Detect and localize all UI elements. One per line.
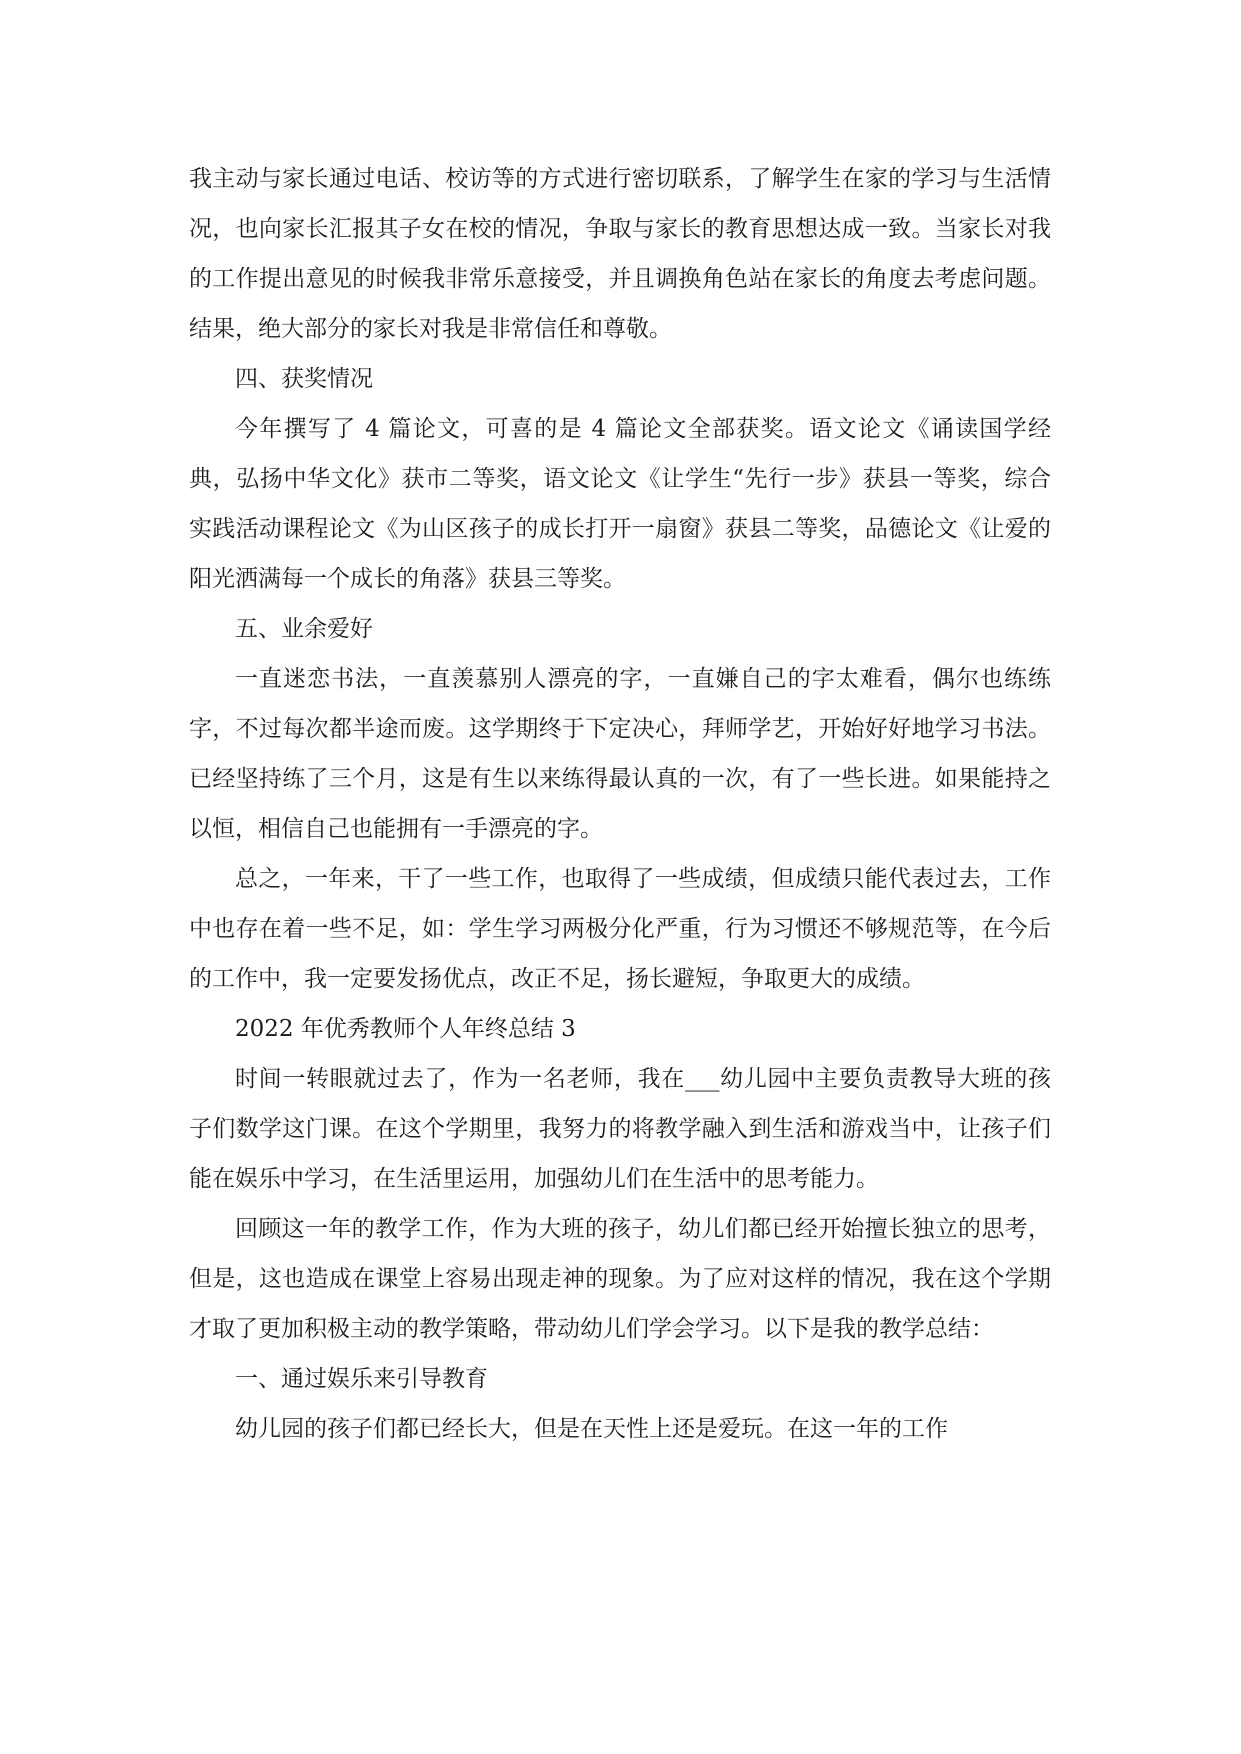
paragraph-intro: 时间一转眼就过去了，作为一名老师，我在___幼儿园中主要负责教导大班的孩子们数学这门课。在这个学期里，我努力的将教学融入到生活和游戏当中，让孩子们能在娱乐中学习，在生活里运用，加强幼儿们在生活中的思考能力。 [189, 1066, 1051, 1192]
heading-hobbies: 五、业余爱好 [235, 616, 373, 642]
document-body [189, 154, 1051, 1454]
paragraph-conclusion: 总之，一年来，干了一些工作，也取得了一些成绩，但成绩只能代表过去，工作中也存在着一些不足，如：学生学习两极分化严重，行为习惯还不够规范等，在今后的工作中，我一定要发扬优点，改正不足，扬长避短，争取更大的成绩。 [189, 866, 1051, 992]
heading-entertainment-guidance: 一、通过娱乐来引导教育 [235, 1366, 488, 1392]
section-title-summary-3: 2022 年优秀教师个人年终总结 3 [235, 1016, 576, 1042]
paragraph-awards: 今年撰写了 4 篇论文，可喜的是 4 篇论文全部获奖。语文论文《诵读国学经典，弘扬中华文化》获市二等奖，语文论文《让学生“先行一步》获县一等奖，综合实践活动课程论文《为山区孩子的成长打开一扇窗》获县二等奖，品德论文《让爱的阳光洒满每一个成长的角落》获县三等奖。 [189, 416, 1051, 592]
paragraph-kindergarten: 幼儿园的孩子们都已经长大，但是在天性上还是爱玩。在这一年的工作 [235, 1416, 948, 1442]
heading-awards: 四、获奖情况 [235, 366, 373, 392]
paragraph-parent-communication: 我主动与家长通过电话、校访等的方式进行密切联系，了解学生在家的学习与生活情况，也向家长汇报其子女在校的情况，争取与家长的教育思想达成一致。当家长对我的工作提出意见的时候我非常乐意接受，并且调换角色站在家长的角度去考虑问题。结果，绝大部分的家长对我是非常信任和尊敬。 [189, 166, 1051, 342]
paragraph-hobbies: 一直迷恋书法，一直羡慕别人漂亮的字，一直嫌自己的字太难看，偶尔也练练字，不过每次都半途而废。这学期终于下定决心，拜师学艺，开始好好地学习书法。已经坚持练了三个月，这是有生以来练得最认真的一次，有了一些长进。如果能持之以恒，相信自己也能拥有一手漂亮的字。 [189, 666, 1051, 842]
paragraph-review: 回顾这一年的教学工作，作为大班的孩子，幼儿们都已经开始擅长独立的思考，但是，这也造成在课堂上容易出现走神的现象。为了应对这样的情况，我在这个学期才取了更加积极主动的教学策略，带动幼儿们学会学习。以下是我的教学总结： [189, 1216, 1051, 1342]
